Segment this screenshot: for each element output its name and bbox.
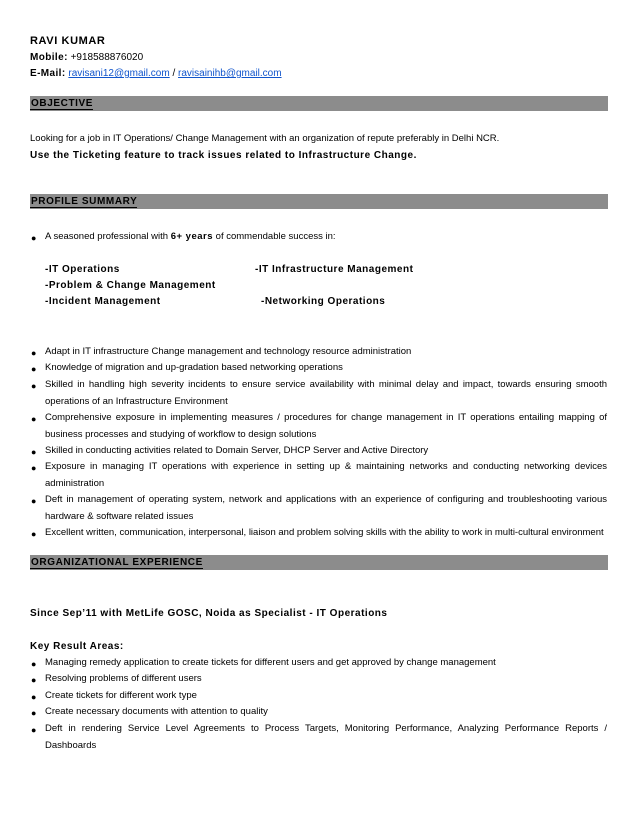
section-bar-experience xyxy=(30,555,608,570)
profile-bullet: Skilled in conducting activities related to Domain Server, DHCP Server and Active Directory xyxy=(45,445,429,456)
objective-ticketing-line: Use the Ticketing feature to track issues related to Infrastructure Change. xyxy=(30,150,417,161)
bullet-icon: ● xyxy=(31,364,37,374)
kra-bullet: Create tickets for different work type xyxy=(45,690,197,701)
profile-bullet: Excellent written, communication, interpersonal, liaison and problem solving skills with the ability to work in multi-cultural environment xyxy=(45,527,604,538)
section-heading-objective: OBJECTIVE xyxy=(31,98,94,109)
bullet-icon: ● xyxy=(31,529,37,539)
bullet-icon: ● xyxy=(31,675,37,685)
objective-line: Looking for a job in IT Operations/ Change Management with an organization of repute preferably in Delhi NCR. xyxy=(30,133,500,144)
profile-intro xyxy=(45,231,336,242)
section-heading-experience: ORGANIZATIONAL EXPERIENCE xyxy=(31,557,203,568)
bullet-icon: ● xyxy=(31,233,37,243)
kra-bullet: Resolving problems of different users xyxy=(45,673,202,684)
bullet-icon: ● xyxy=(31,659,37,669)
bullet-icon: ● xyxy=(31,496,37,506)
bullet-icon: ● xyxy=(31,381,37,391)
section-heading-profile-summary: PROFILE SUMMARY xyxy=(31,196,138,207)
profile-bullet: Deft in management of operating system, network and applications with an experience of configuring and troubleshooting various hardware & software related issues xyxy=(45,494,607,522)
bullet-icon: ● xyxy=(31,447,37,457)
email-separator: / xyxy=(172,68,176,79)
skill-item: -IT Operations xyxy=(45,264,120,275)
email-line xyxy=(30,68,282,79)
kra-bullet: Managing remedy application to create tickets for different users and get approved by change management xyxy=(45,657,496,668)
profile-bullet: Adapt in IT infrastructure Change management and technology resource administration xyxy=(45,346,412,357)
profile-intro-years: 6+ years xyxy=(170,231,214,242)
section-bar-objective xyxy=(30,96,608,111)
candidate-name: RAVI KUMAR xyxy=(30,35,106,47)
bullet-icon: ● xyxy=(31,348,37,358)
kra-bullet: Deft in rendering Service Level Agreements to Process Targets, Monitoring Performance, Analyzing Performance Reports / Dashboards xyxy=(45,723,607,751)
email-label: E-Mail: xyxy=(30,68,66,79)
profile-bullet: Skilled in handling high severity incidents to ensure service availability with minimal delay and impact, towards ensuring smooth operations of an Infrastructure Environment xyxy=(45,379,607,407)
kra-bullet: Create necessary documents with attention to quality xyxy=(45,706,268,717)
profile-intro-pre: A seasoned professional with xyxy=(45,231,169,242)
mobile-value: +918588876020 xyxy=(70,52,144,63)
skill-item: -Problem & Change Management xyxy=(45,280,216,291)
profile-bullet: Exposure in managing IT operations with experience in setting up & maintaining networks and conducting networking devices administration xyxy=(45,461,607,489)
skill-item: -Networking Operations xyxy=(261,296,386,307)
email-link-primary[interactable]: ravisani12@gmail.com xyxy=(68,68,170,79)
mobile-label: Mobile: xyxy=(30,52,68,63)
experience-role: Since Sep’11 with MetLife GOSC, Noida as Specialist - IT Operations xyxy=(30,608,388,619)
bullet-icon: ● xyxy=(31,463,37,473)
bullet-icon: ● xyxy=(31,725,37,735)
mobile-line xyxy=(30,52,143,63)
bullet-icon: ● xyxy=(31,414,37,424)
profile-bullet: Comprehensive exposure in implementing measures / procedures for change management in IT operations entailing mapping of business processes and studying of workflow to design solutions xyxy=(45,412,607,440)
kra-heading: Key Result Areas: xyxy=(30,641,124,652)
bullet-icon: ● xyxy=(31,692,37,702)
skill-item: -IT Infrastructure Management xyxy=(255,264,414,275)
profile-intro-post: of commendable success in: xyxy=(215,231,336,242)
bullet-icon: ● xyxy=(31,708,37,718)
profile-bullet: Knowledge of migration and up-gradation based networking operations xyxy=(45,362,343,373)
skill-item: -Incident Management xyxy=(45,296,161,307)
section-bar-profile-summary xyxy=(30,194,608,209)
email-link-secondary[interactable]: ravisainihb@gmail.com xyxy=(178,68,282,79)
